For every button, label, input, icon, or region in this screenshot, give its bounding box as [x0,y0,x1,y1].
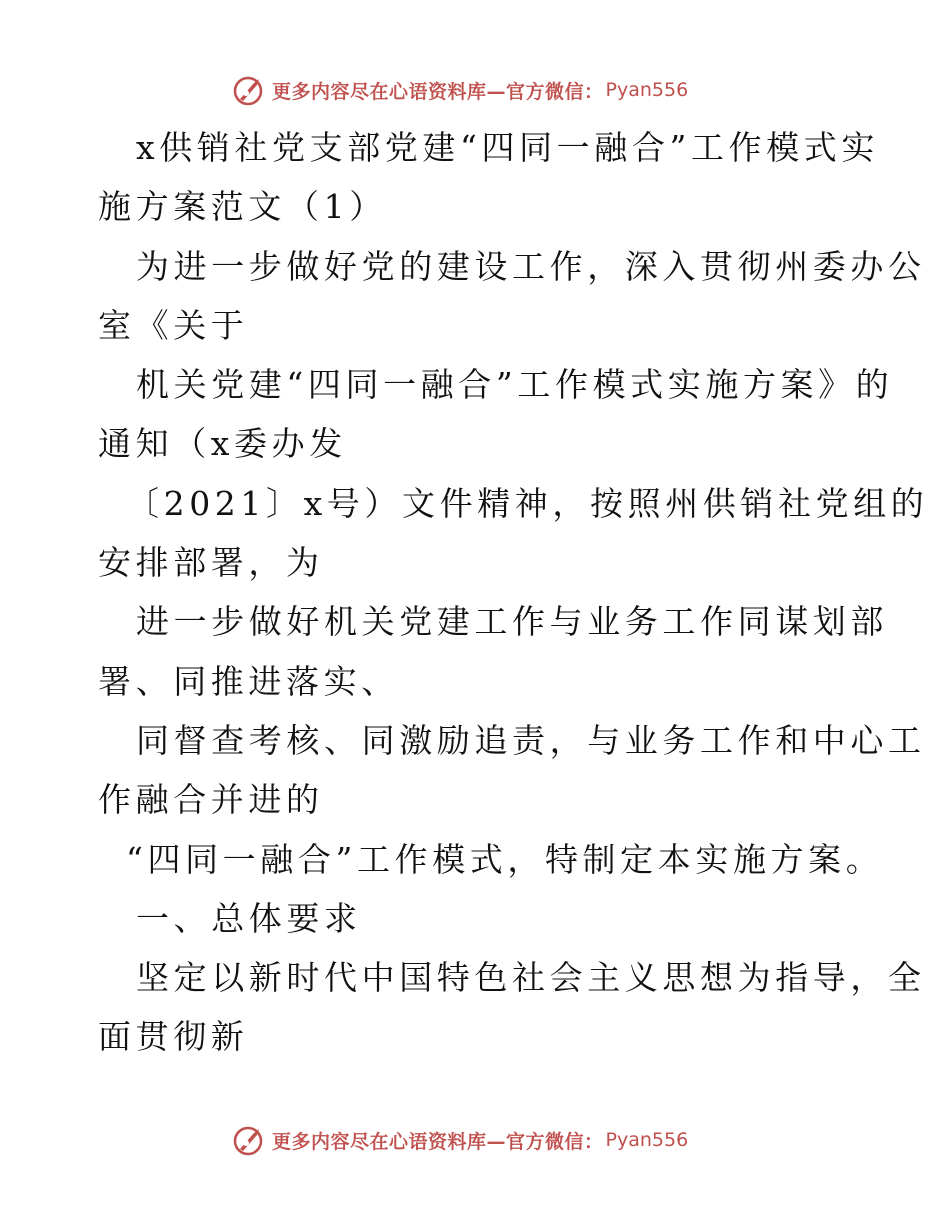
section-heading: 一、总体要求 [136,898,362,938]
banner-wechat-id: Pyan556 [605,79,689,101]
doc-line: 〔2021〕x号）文件精神，按照州供销社党组的 [126,483,929,523]
doc-line: 为进一步做好党的建设工作，深入贯彻州委办公 [136,246,926,286]
doc-line: 安排部署，为 [98,543,324,583]
doc-line: 坚定以新时代中国特色社会主义思想为指导，全 [136,958,926,998]
banner-text: 更多内容尽在心语资料库—官方微信： [272,80,604,103]
doc-line: 机关党建“四同一融合”工作模式实施方案》的 [136,365,894,405]
doc-line: 同督查考核、同激励追责，与业务工作和中心工 [136,720,926,760]
doc-line: 面贯彻新 [98,1017,249,1057]
doc-line: x供销社党支部党建“四同一融合”工作模式实 [136,128,879,167]
doc-line: 作融合并进的 [98,780,324,820]
doc-line: “四同一融合”工作模式，特制定本实施方案。 [126,839,884,879]
doc-line: 通知（x委办发 [98,424,347,464]
document-body [98,118,929,1067]
doc-line: 署、同推进落实、 [98,661,399,701]
banner-wechat-id: Pyan556 [605,1129,689,1151]
doc-line: 室《关于 [98,305,249,345]
pen-logo-icon [232,1123,266,1157]
pen-logo-icon [232,73,266,107]
doc-line: 施方案范文（1） [98,187,387,227]
doc-line: 进一步做好机关党建工作与业务工作同谋划部 [136,602,888,642]
header-banner [232,70,688,110]
footer-banner [232,1120,688,1160]
banner-text: 更多内容尽在心语资料库—官方微信： [272,1130,604,1153]
